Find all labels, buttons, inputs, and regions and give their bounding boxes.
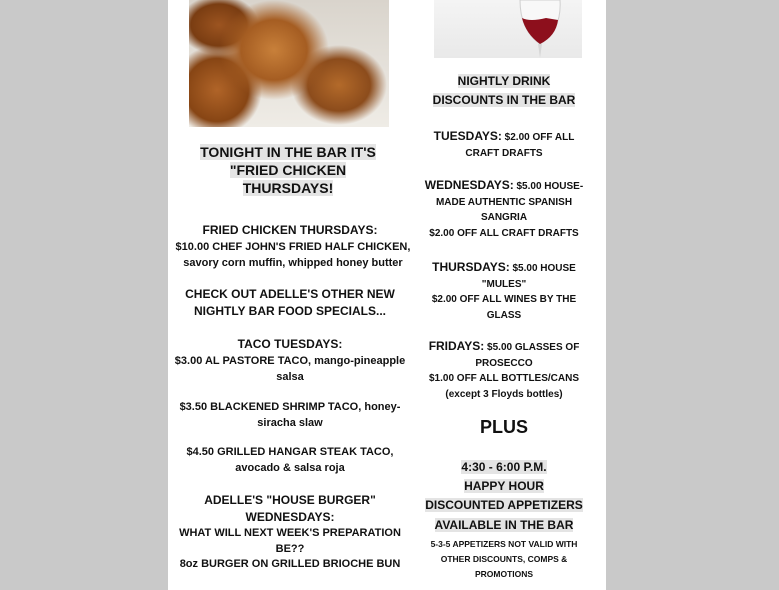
menu-page [168,0,606,590]
wednesday-drinks: WEDNESDAYS: $5.00 HOUSE- MADE AUTHENTIC SPANISH SANGRIA $2.00 OFF ALL CRAFT DRAFTS [424,178,584,239]
check-out-text: CHECK OUT ADELLE'S OTHER NEW NIGHTLY BAR FOOD SPECIALS... [185,287,395,318]
drink-title: NIGHTLY DRINK DISCOUNTS IN THE BAR [432,74,576,107]
thursday-drinks: THURSDAYS: $5.00 HOUSE "MULES" $2.00 OFF ALL WINES BY THE GLASS [431,260,577,321]
fried-chicken-desc: $10.00 CHEF JOHN'S FRIED HALF CHICKEN, savory corn muffin, whipped honey butter [175,241,411,269]
taco-item-1: $3.00 AL PASTORE TACO, mango-pineapple salsa [174,355,406,383]
plus-heading: PLUS [479,417,528,437]
wine-glass-icon [434,0,582,58]
taco-item-2: $3.50 BLACKENED SHRIMP TACO, honey- siracha slaw [179,401,401,429]
happy-hour-block: 4:30 - 6:00 P.M. HAPPY HOUR DISCOUNTED APPETIZERS AVAILABLE IN THE BAR [425,460,583,532]
burger-desc: 8oz BURGER ON GRILLED BRIOCHE BUN [179,558,401,570]
burger-title: ADELLE'S "HOUSE BURGER" WEDNESDAYS: [204,493,376,525]
friday-drinks: FRIDAYS: $5.00 GLASSES OF PROSECCO $1.00 OFF ALL BOTTLES/CANS (except 3 Floyds bottles) [428,339,580,400]
fine-print: 5-3-5 APPETIZERS NOT VALID WITH OTHER DISCOUNTS, COMPS & PROMOTIONS [430,539,578,579]
taco-item-3: $4.50 GRILLED HANGAR STEAK TACO, avocado & salsa roja [186,446,394,474]
taco-title: TACO TUESDAYS: [237,337,343,351]
fried-chicken-title: FRIED CHICKEN THURSDAYS: [202,223,378,237]
headline: TONIGHT IN THE BAR IT'S "FRIED CHICKEN THURSDAYS! [200,144,376,197]
fried-chicken-photo [189,0,389,127]
wine-glass-photo [434,0,582,58]
tuesday-drinks: TUESDAYS: $2.00 OFF ALL CRAFT DRAFTS [433,129,575,159]
burger-question: WHAT WILL NEXT WEEK'S PREPARATION BE?? [179,527,401,555]
